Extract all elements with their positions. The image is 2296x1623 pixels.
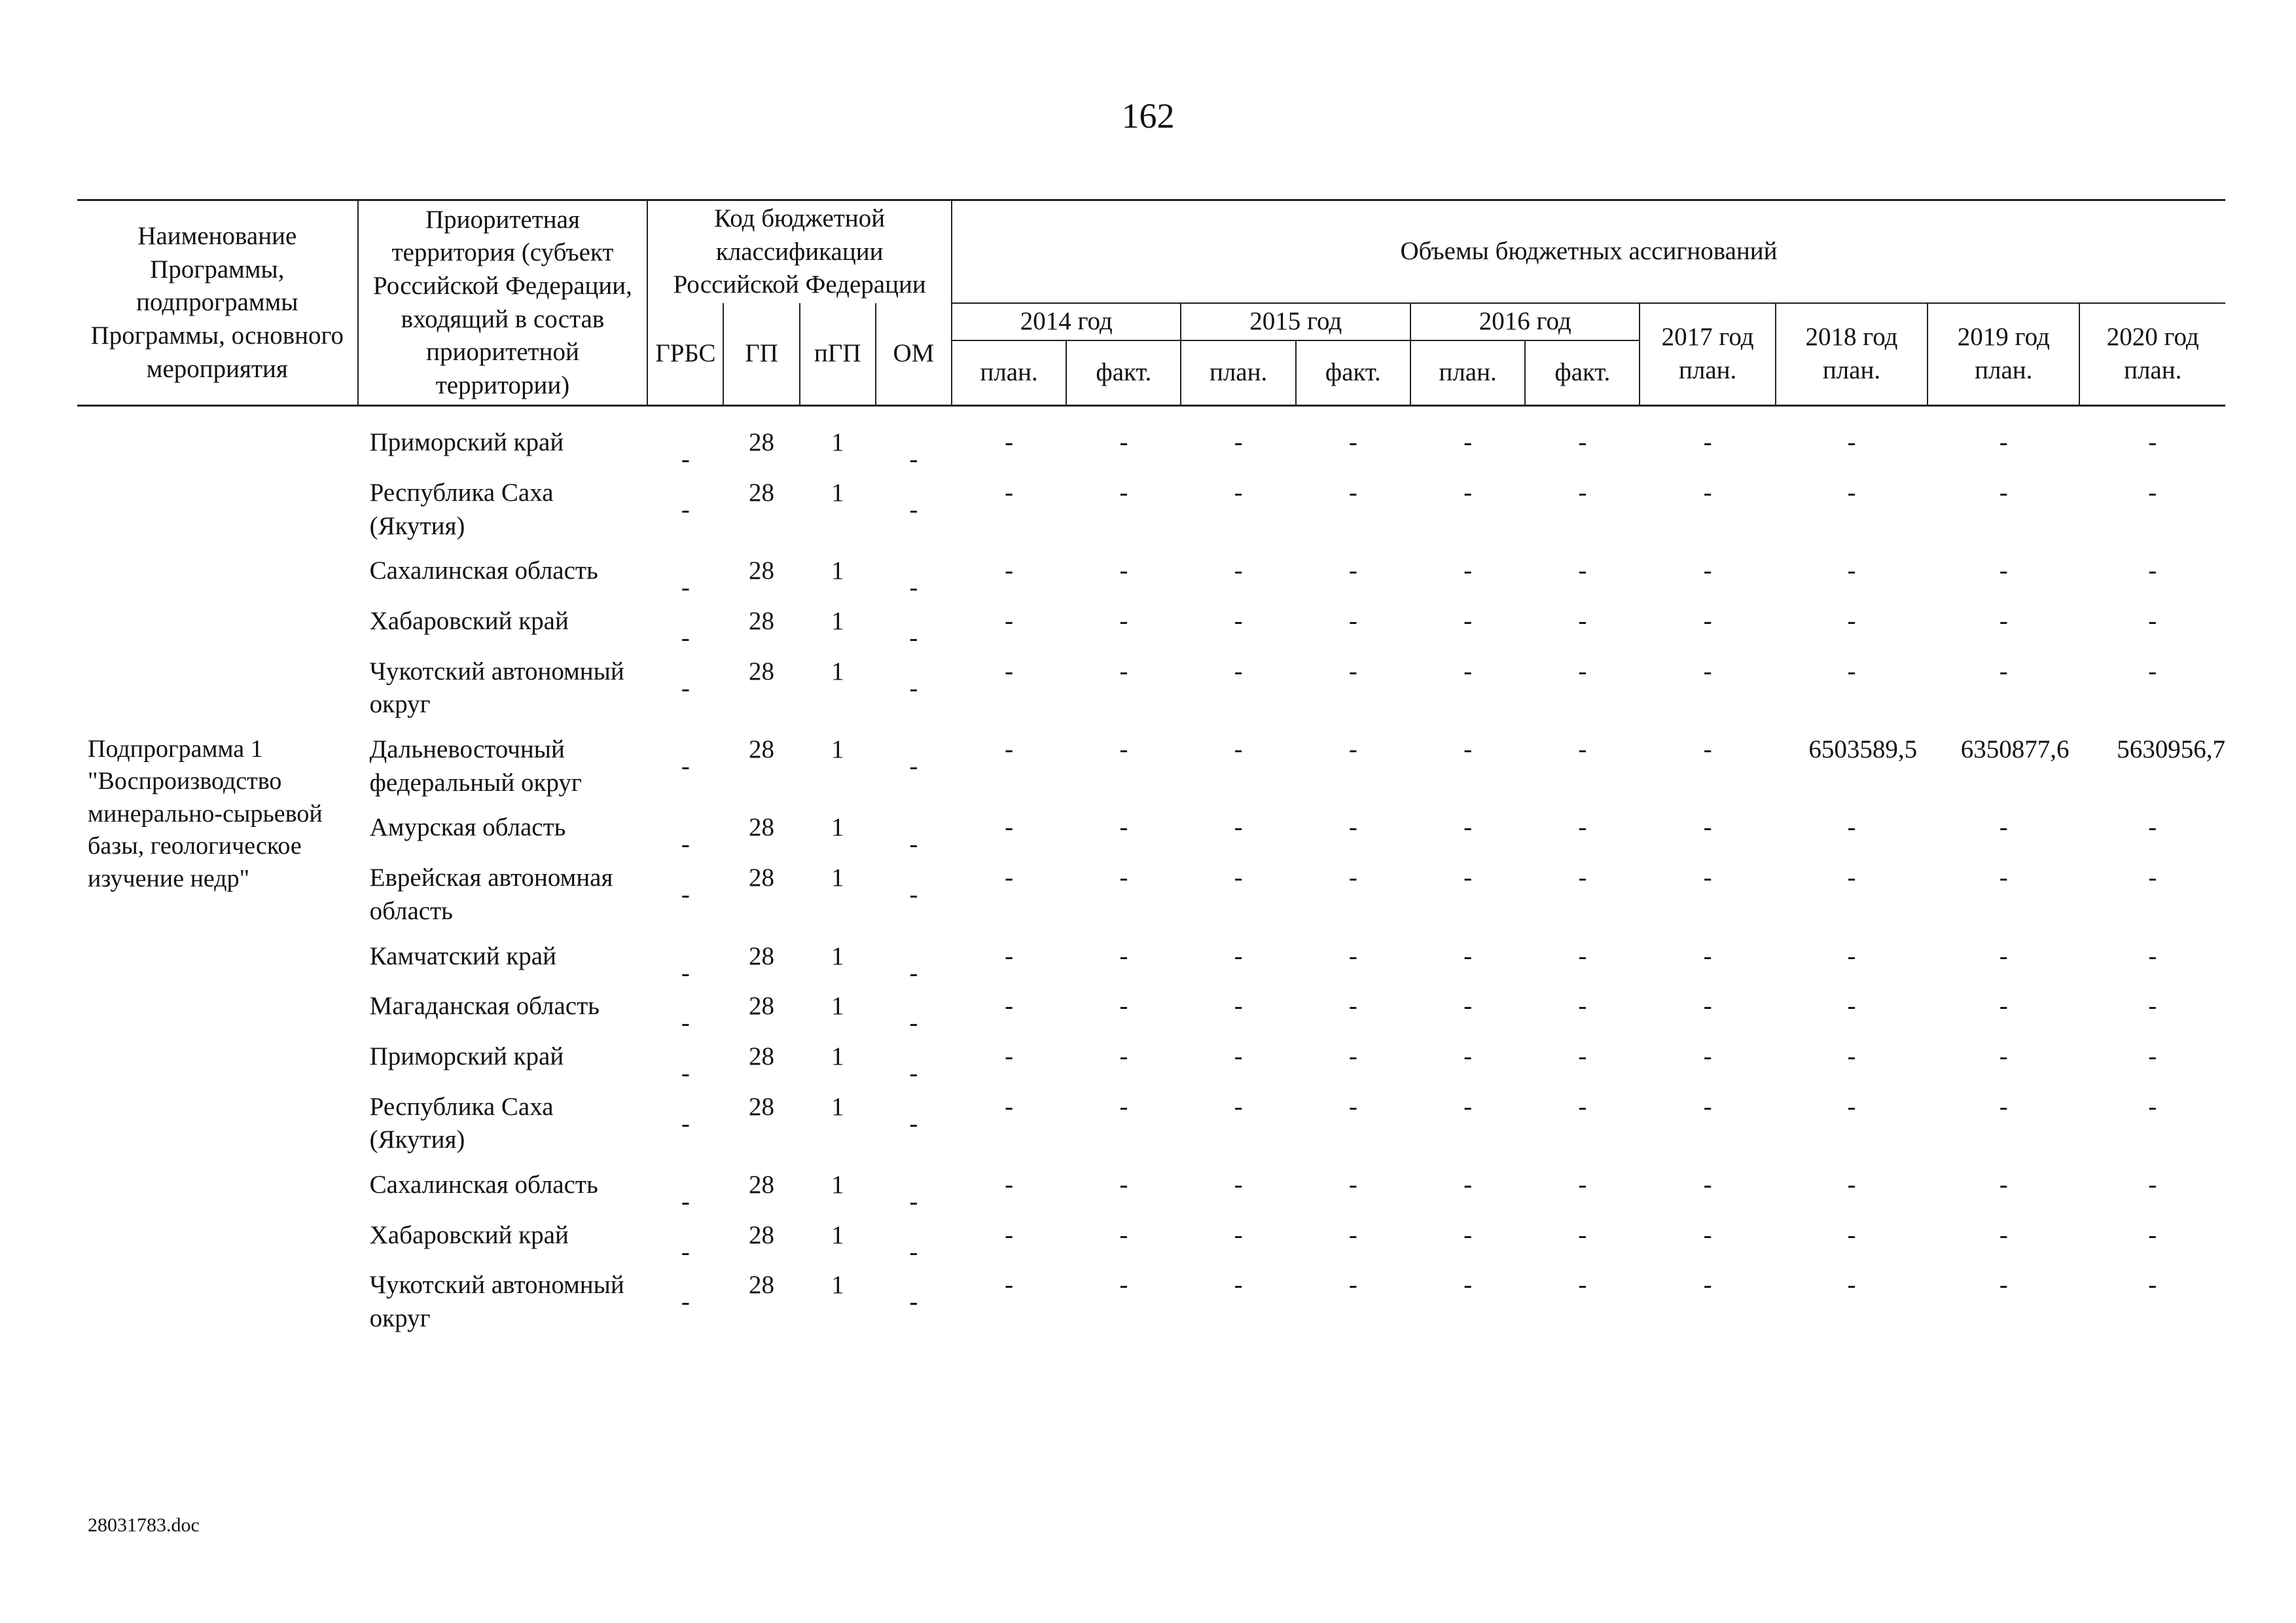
value-2020-plan: - (2148, 607, 2157, 635)
territory-name: Чукотский автономный округ (369, 657, 624, 719)
value-2019-plan: - (1999, 941, 2008, 970)
value-2018-plan: - (1847, 1042, 1856, 1070)
value-2015-plan: - (1234, 1092, 1243, 1121)
header-om: ОМ (876, 303, 952, 406)
code-grbs: - (681, 958, 690, 987)
territory-name: Камчатский край (369, 941, 556, 970)
value-2016-plan: - (1463, 813, 1473, 842)
value-2019-plan: - (1999, 657, 2008, 685)
code-pgp: 1 (831, 428, 844, 457)
value-2015-plan: - (1234, 657, 1243, 685)
value-2019-plan: - (1999, 1170, 2008, 1199)
value-2014-plan: - (1005, 864, 1014, 892)
code-grbs: - (681, 752, 690, 781)
table-row (77, 990, 2225, 1040)
value-2017-plan: - (1703, 1220, 1712, 1249)
code-om: - (909, 830, 918, 859)
code-gp: 28 (749, 607, 775, 635)
value-2017-plan: - (1703, 1092, 1712, 1121)
code-gp: 28 (749, 1042, 775, 1070)
header-grbs: ГРБС (647, 303, 723, 406)
value-2014-fact: - (1119, 657, 1128, 685)
code-grbs: - (681, 1059, 690, 1087)
value-2016-plan: - (1463, 1092, 1473, 1121)
year-2020-plan: план. (2124, 356, 2182, 385)
value-2016-fact: - (1578, 1092, 1587, 1121)
value-2016-plan: - (1463, 1220, 1473, 1249)
territory-name: Магаданская область (369, 992, 600, 1021)
value-2014-fact: - (1119, 1271, 1128, 1300)
code-gp: 28 (749, 1271, 775, 1300)
value-2014-fact: - (1119, 1170, 1128, 1199)
value-2017-plan: - (1703, 607, 1712, 635)
value-2016-plan: - (1463, 556, 1473, 585)
value-2014-fact: - (1119, 428, 1128, 457)
code-om: - (909, 1059, 918, 1087)
value-2018-plan: - (1847, 556, 1856, 585)
value-2020-plan: - (2148, 428, 2157, 457)
value-2019-plan: - (1999, 428, 2008, 457)
table-row (77, 1219, 2225, 1269)
code-pgp: 1 (831, 1092, 844, 1121)
value-2015-fact: - (1348, 735, 1357, 764)
value-2014-plan: - (1005, 1170, 1014, 1199)
value-2015-plan: - (1234, 813, 1243, 842)
value-2018-plan: 6503589,5 (1808, 735, 1918, 764)
value-2020-plan: - (2148, 813, 2157, 842)
territory-name: Амурская область (369, 813, 566, 842)
value-2015-fact: - (1348, 478, 1357, 507)
table-row (77, 733, 2225, 811)
value-2015-plan: - (1234, 556, 1243, 585)
value-2015-fact: - (1348, 607, 1357, 635)
code-gp: 28 (749, 1170, 775, 1199)
code-gp: 28 (749, 735, 775, 764)
code-grbs: - (681, 830, 690, 859)
year-2018-label: 2018 год (1805, 323, 1898, 352)
value-2017-plan: - (1703, 735, 1712, 764)
code-grbs: - (681, 574, 690, 602)
code-gp: 28 (749, 1220, 775, 1249)
territory-name: Чукотский автономный округ (369, 1271, 624, 1332)
code-pgp: 1 (831, 1042, 844, 1070)
code-gp: 28 (749, 992, 775, 1021)
value-2018-plan: - (1847, 992, 1856, 1021)
value-2020-plan: - (2148, 941, 2157, 970)
value-2015-plan: - (1234, 992, 1243, 1021)
code-gp: 28 (749, 941, 775, 970)
value-2014-fact: - (1119, 1042, 1128, 1070)
header-2014-plan: план. (952, 340, 1066, 406)
territory-name: Еврейская автономная область (369, 864, 613, 925)
value-2015-fact: - (1348, 556, 1357, 585)
code-om: - (909, 1237, 918, 1266)
code-pgp: 1 (831, 735, 844, 764)
value-2018-plan: - (1847, 1092, 1856, 1121)
header-year-2019 (1928, 303, 2079, 406)
table-row (77, 862, 2225, 939)
territory-name: Дальневосточный федеральный округ (369, 735, 582, 797)
code-pgp: 1 (831, 992, 844, 1021)
code-grbs: - (681, 1109, 690, 1138)
value-2020-plan: - (2148, 1042, 2157, 1070)
code-gp: 28 (749, 1092, 775, 1121)
code-om: - (909, 1109, 918, 1138)
header-budget-volumes: Объемы бюджетных ассигнований (952, 200, 2225, 304)
value-2016-plan: - (1463, 607, 1473, 635)
value-2016-plan: - (1463, 941, 1473, 970)
code-pgp: 1 (831, 607, 844, 635)
code-pgp: 1 (831, 478, 844, 507)
table-row (77, 1169, 2225, 1219)
value-2016-plan: - (1463, 428, 1473, 457)
table-row (77, 477, 2225, 555)
year-2020-label: 2020 год (2106, 323, 2199, 352)
header-budget-code: Код бюджетной классификации Российской Федерации (647, 200, 952, 304)
value-2014-plan: - (1005, 428, 1014, 457)
value-2020-plan: - (2148, 1271, 2157, 1300)
code-pgp: 1 (831, 1271, 844, 1300)
table-row (77, 1040, 2225, 1091)
value-2015-plan: - (1234, 1042, 1243, 1070)
value-2016-fact: - (1578, 556, 1587, 585)
code-gp: 28 (749, 556, 775, 585)
code-pgp: 1 (831, 941, 844, 970)
territory-name: Хабаровский край (369, 1220, 569, 1249)
value-2014-fact: - (1119, 864, 1128, 892)
code-grbs: - (681, 881, 690, 909)
code-om: - (909, 958, 918, 987)
value-2020-plan: - (2148, 992, 2157, 1021)
header-year-2015: 2015 год (1181, 303, 1410, 340)
value-2016-fact: - (1578, 992, 1587, 1021)
code-grbs: - (681, 1187, 690, 1216)
territory-name: Сахалинская область (369, 556, 598, 585)
code-om: - (909, 495, 918, 524)
year-2019-label: 2019 год (1957, 323, 2050, 352)
value-2017-plan: - (1703, 992, 1712, 1021)
value-2015-plan: - (1234, 864, 1243, 892)
value-2015-fact: - (1348, 1042, 1357, 1070)
value-2015-fact: - (1348, 992, 1357, 1021)
code-pgp: 1 (831, 1170, 844, 1199)
value-2014-fact: - (1119, 556, 1128, 585)
value-2016-fact: - (1578, 657, 1587, 685)
value-2016-fact: - (1578, 735, 1587, 764)
value-2019-plan: - (1999, 864, 2008, 892)
value-2015-plan: - (1234, 735, 1243, 764)
code-grbs: - (681, 674, 690, 702)
table-row (77, 605, 2225, 655)
value-2014-plan: - (1005, 1271, 1014, 1300)
code-pgp: 1 (831, 813, 844, 842)
program-cell-empty (77, 426, 358, 733)
header-2015-fact: факт. (1296, 340, 1410, 406)
value-2016-fact: - (1578, 864, 1587, 892)
value-2015-fact: - (1348, 813, 1357, 842)
value-2015-plan: - (1234, 1170, 1243, 1199)
value-2018-plan: - (1847, 657, 1856, 685)
code-gp: 28 (749, 478, 775, 507)
value-2016-plan: - (1463, 1042, 1473, 1070)
value-2014-plan: - (1005, 478, 1014, 507)
value-2017-plan: - (1703, 941, 1712, 970)
value-2014-fact: - (1119, 813, 1128, 842)
value-2015-plan: - (1234, 1271, 1243, 1300)
value-2019-plan: 6350877,6 (1960, 735, 2070, 764)
table-row (77, 811, 2225, 862)
header-priority-territory: Приоритетная территория (субъект Российской Федерации, входящий в состав приоритетной территории) (358, 200, 648, 406)
code-om: - (909, 1288, 918, 1317)
value-2018-plan: - (1847, 607, 1856, 635)
code-grbs: - (681, 1009, 690, 1038)
header-2016-fact: факт. (1525, 340, 1640, 406)
code-pgp: 1 (831, 1220, 844, 1249)
value-2018-plan: - (1847, 428, 1856, 457)
value-2016-plan: - (1463, 657, 1473, 685)
territory-name: Приморский край (369, 1042, 564, 1070)
value-2015-plan: - (1234, 607, 1243, 635)
subprogram-name: Подпрограмма 1 "Воспроизводство минерально-сырьевой базы, геологическое изучение недр" (88, 735, 323, 892)
code-om: - (909, 574, 918, 602)
value-2014-plan: - (1005, 1092, 1014, 1121)
value-2017-plan: - (1703, 478, 1712, 507)
table-row (77, 940, 2225, 991)
code-grbs: - (681, 624, 690, 652)
code-om: - (909, 881, 918, 909)
value-2016-plan: - (1463, 1170, 1473, 1199)
territory-name: Республика Саха (Якутия) (369, 478, 554, 540)
value-2016-plan: - (1463, 478, 1473, 507)
code-grbs: - (681, 1288, 690, 1317)
value-2015-fact: - (1348, 941, 1357, 970)
table-row (77, 426, 2225, 477)
value-2015-fact: - (1348, 1092, 1357, 1121)
value-2014-fact: - (1119, 1092, 1128, 1121)
document-file-name: 28031783.doc (88, 1514, 200, 1536)
value-2019-plan: - (1999, 607, 2008, 635)
value-2018-plan: - (1847, 1271, 1856, 1300)
value-2015-fact: - (1348, 1220, 1357, 1249)
value-2016-plan: - (1463, 1271, 1473, 1300)
value-2016-fact: - (1578, 607, 1587, 635)
year-2017-label: 2017 год (1661, 323, 1754, 352)
value-2016-fact: - (1578, 1220, 1587, 1249)
year-2018-plan: план. (1822, 356, 1881, 385)
value-2014-plan: - (1005, 735, 1014, 764)
value-2020-plan: - (2148, 1092, 2157, 1121)
value-2018-plan: - (1847, 941, 1856, 970)
table-row (77, 555, 2225, 605)
value-2014-plan: - (1005, 992, 1014, 1021)
value-2016-fact: - (1578, 478, 1587, 507)
value-2018-plan: - (1847, 1170, 1856, 1199)
table-header (77, 200, 2225, 406)
value-2020-plan: - (2148, 556, 2157, 585)
value-2017-plan: - (1703, 1170, 1712, 1199)
value-2016-fact: - (1578, 813, 1587, 842)
value-2015-plan: - (1234, 1220, 1243, 1249)
territory-name: Республика Саха (Якутия) (369, 1092, 554, 1154)
value-2020-plan: - (2148, 1170, 2157, 1199)
header-2015-plan: план. (1181, 340, 1295, 406)
value-2014-fact: - (1119, 992, 1128, 1021)
value-2015-fact: - (1348, 428, 1357, 457)
table-row (77, 1269, 2225, 1347)
value-2016-fact: - (1578, 1271, 1587, 1300)
value-2020-plan: - (2148, 864, 2157, 892)
value-2014-plan: - (1005, 657, 1014, 685)
code-om: - (909, 674, 918, 702)
value-2017-plan: - (1703, 864, 1712, 892)
page-number: 162 (1121, 96, 1175, 136)
code-om: - (909, 1009, 918, 1038)
code-grbs: - (681, 445, 690, 474)
header-2016-plan: план. (1410, 340, 1525, 406)
value-2014-plan: - (1005, 1220, 1014, 1249)
territory-name: Сахалинская область (369, 1170, 598, 1199)
value-2014-fact: - (1119, 1220, 1128, 1249)
value-2016-plan: - (1463, 864, 1473, 892)
code-pgp: 1 (831, 556, 844, 585)
header-year-2020 (2079, 303, 2225, 406)
value-2017-plan: - (1703, 1271, 1712, 1300)
value-2016-fact: - (1578, 941, 1587, 970)
code-om: - (909, 624, 918, 652)
value-2016-plan: - (1463, 735, 1473, 764)
value-2017-plan: - (1703, 813, 1712, 842)
code-pgp: 1 (831, 864, 844, 892)
code-gp: 28 (749, 864, 775, 892)
territory-name: Хабаровский край (369, 607, 569, 635)
value-2020-plan: 5630956,7 (2117, 735, 2225, 764)
value-2014-fact: - (1119, 735, 1128, 764)
header-pgp: пГП (800, 303, 876, 406)
code-grbs: - (681, 495, 690, 524)
code-grbs: - (681, 1237, 690, 1266)
header-gp: ГП (723, 303, 799, 406)
value-2019-plan: - (1999, 1271, 2008, 1300)
value-2015-fact: - (1348, 1271, 1357, 1300)
value-2019-plan: - (1999, 1092, 2008, 1121)
budget-allocation-table (77, 199, 2225, 1347)
value-2019-plan: - (1999, 478, 2008, 507)
code-gp: 28 (749, 657, 775, 685)
value-2015-plan: - (1234, 478, 1243, 507)
table-row (77, 1091, 2225, 1169)
code-om: - (909, 445, 918, 474)
header-year-2018 (1776, 303, 1928, 406)
header-2014-fact: факт. (1066, 340, 1181, 406)
code-gp: 28 (749, 813, 775, 842)
value-2019-plan: - (1999, 992, 2008, 1021)
value-2018-plan: - (1847, 813, 1856, 842)
value-2019-plan: - (1999, 813, 2008, 842)
value-2016-plan: - (1463, 992, 1473, 1021)
code-om: - (909, 752, 918, 781)
table-row (77, 655, 2225, 733)
value-2016-fact: - (1578, 1042, 1587, 1070)
value-2014-plan: - (1005, 607, 1014, 635)
code-gp: 28 (749, 428, 775, 457)
value-2015-fact: - (1348, 657, 1357, 685)
value-2016-fact: - (1578, 1170, 1587, 1199)
value-2016-fact: - (1578, 428, 1587, 457)
value-2014-fact: - (1119, 478, 1128, 507)
value-2019-plan: - (1999, 1220, 2008, 1249)
value-2014-fact: - (1119, 941, 1128, 970)
value-2017-plan: - (1703, 657, 1712, 685)
value-2015-plan: - (1234, 941, 1243, 970)
header-program-name: Наименование Программы, подпрограммы Программы, основного мероприятия (77, 200, 358, 406)
year-2017-plan: план. (1679, 356, 1737, 385)
value-2015-fact: - (1348, 864, 1357, 892)
territory-name: Приморский край (369, 428, 564, 457)
value-2014-plan: - (1005, 941, 1014, 970)
header-year-2016: 2016 год (1410, 303, 1640, 340)
code-pgp: 1 (831, 657, 844, 685)
value-2020-plan: - (2148, 478, 2157, 507)
value-2015-plan: - (1234, 428, 1243, 457)
value-2018-plan: - (1847, 864, 1856, 892)
value-2017-plan: - (1703, 1042, 1712, 1070)
value-2017-plan: - (1703, 428, 1712, 457)
value-2015-fact: - (1348, 1170, 1357, 1199)
value-2017-plan: - (1703, 556, 1712, 585)
value-2020-plan: - (2148, 657, 2157, 685)
value-2018-plan: - (1847, 1220, 1856, 1249)
value-2019-plan: - (1999, 1042, 2008, 1070)
value-2014-plan: - (1005, 1042, 1014, 1070)
header-year-2014: 2014 год (952, 303, 1181, 340)
value-2014-fact: - (1119, 607, 1128, 635)
header-year-2017 (1640, 303, 1775, 406)
value-2019-plan: - (1999, 556, 2008, 585)
table-body (77, 406, 2225, 1347)
code-om: - (909, 1187, 918, 1216)
value-2014-plan: - (1005, 813, 1014, 842)
value-2020-plan: - (2148, 1220, 2157, 1249)
value-2014-plan: - (1005, 556, 1014, 585)
value-2018-plan: - (1847, 478, 1856, 507)
year-2019-plan: план. (1975, 356, 2033, 385)
